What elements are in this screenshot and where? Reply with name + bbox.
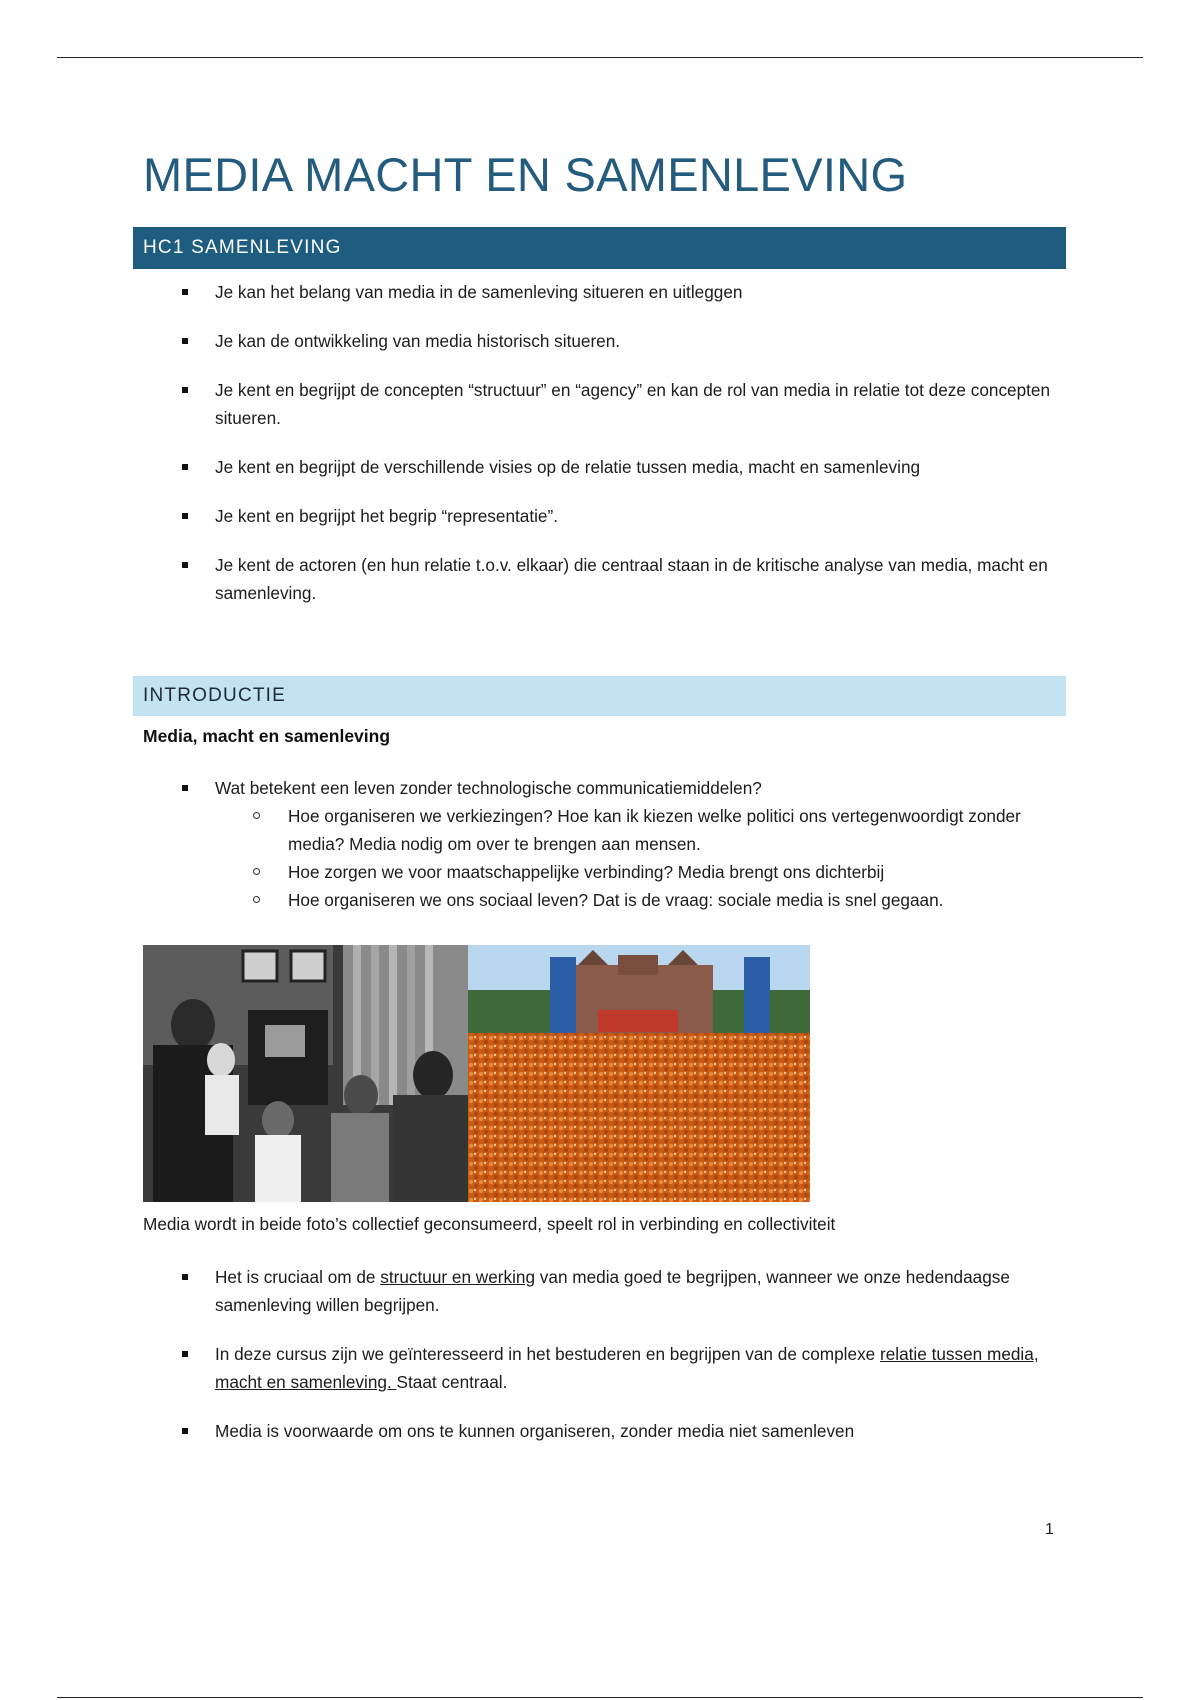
sub-list-item: Hoe organiseren we verkiezingen? Hoe kan ik kiezen welke politici ons vertegenwoordigt zonder media? Media nodig om over te brengen aan mensen. — [288, 806, 1021, 854]
bullet-marker — [182, 785, 188, 791]
header-rule — [57, 57, 1143, 58]
crowd-square-photo — [468, 945, 810, 1202]
list-item: Je kent en begrijpt de concepten “structuur” en “agency” en kan de rol van media in relatie tot deze concepten situeren. — [215, 380, 1051, 428]
subheading: Media, macht en samenleving — [143, 726, 391, 746]
section-heading-introductie: INTRODUCTIE — [133, 676, 1066, 716]
sub-bullet-marker — [253, 868, 260, 875]
bullet-marker — [182, 338, 188, 344]
sub-list-item: Hoe organiseren we ons sociaal leven? Dat is de vraag: sociale media is snel gegaan. — [288, 890, 944, 910]
list-item — [215, 1263, 1065, 1319]
bullet-marker — [182, 464, 188, 470]
list-item: Je kent en begrijpt het begrip “representatie”. — [215, 506, 558, 526]
family-tv-illustration — [143, 945, 468, 1202]
text-segment: van media goed te begrijpen, wanneer we onze hedendaagse samenleving willen begrijpen. — [215, 1267, 1010, 1315]
list-item: Je kent de actoren (en hun relatie t.o.v. elkaar) die centraal staan in de kritische analyse van media, macht en samenleving. — [215, 555, 1048, 603]
bullet-marker — [182, 562, 188, 568]
bullet-marker — [182, 289, 188, 295]
crowd-illustration — [468, 945, 810, 1202]
sub-bullet-marker — [253, 896, 260, 903]
bullet-marker — [182, 1274, 188, 1280]
family-tv-photo — [143, 945, 468, 1202]
list-item: Je kan het belang van media in de samenleving situeren en uitleggen — [215, 282, 743, 302]
bullet-marker — [182, 1351, 188, 1357]
list-item: Je kent en begrijpt de verschillende visies op de relatie tussen media, macht en samenleving — [215, 457, 921, 477]
sub-bullet-marker — [253, 812, 260, 819]
list-item: Wat betekent een leven zonder technologische communicatiemiddelen? — [215, 778, 762, 798]
list-item — [215, 1340, 1065, 1396]
page-number: 1 — [1045, 1521, 1054, 1538]
underlined-text: structuur en werking — [380, 1267, 536, 1287]
section-heading-hc1: HC1 SAMENLEVING — [133, 227, 1066, 269]
list-item: Je kan de ontwikkeling van media historisch situeren. — [215, 331, 621, 351]
text-segment: In deze cursus zijn we geïnteresseerd in het bestuderen en begrijpen van de complexe — [215, 1344, 880, 1364]
document-title: MEDIA MACHT EN SAMENLEVING — [143, 148, 908, 201]
photo-caption: Media wordt in beide foto’s collectief geconsumeerd, speelt rol in verbinding en collectiviteit — [143, 1214, 836, 1234]
text-segment: Staat centraal. — [396, 1372, 508, 1392]
footer-rule — [57, 1697, 1143, 1698]
bullet-marker — [182, 513, 188, 519]
sub-list-item: Hoe zorgen we voor maatschappelijke verbinding? Media brengt ons dichterbij — [288, 862, 885, 882]
underlined-text: relatie tussen media, macht en samenleving. — [215, 1344, 1039, 1392]
bullet-marker — [182, 1428, 188, 1434]
list-item: Media is voorwaarde om ons te kunnen organiseren, zonder media niet samenleven — [215, 1421, 855, 1441]
bullet-marker — [182, 387, 188, 393]
text-segment: Het is cruciaal om de — [215, 1267, 381, 1287]
